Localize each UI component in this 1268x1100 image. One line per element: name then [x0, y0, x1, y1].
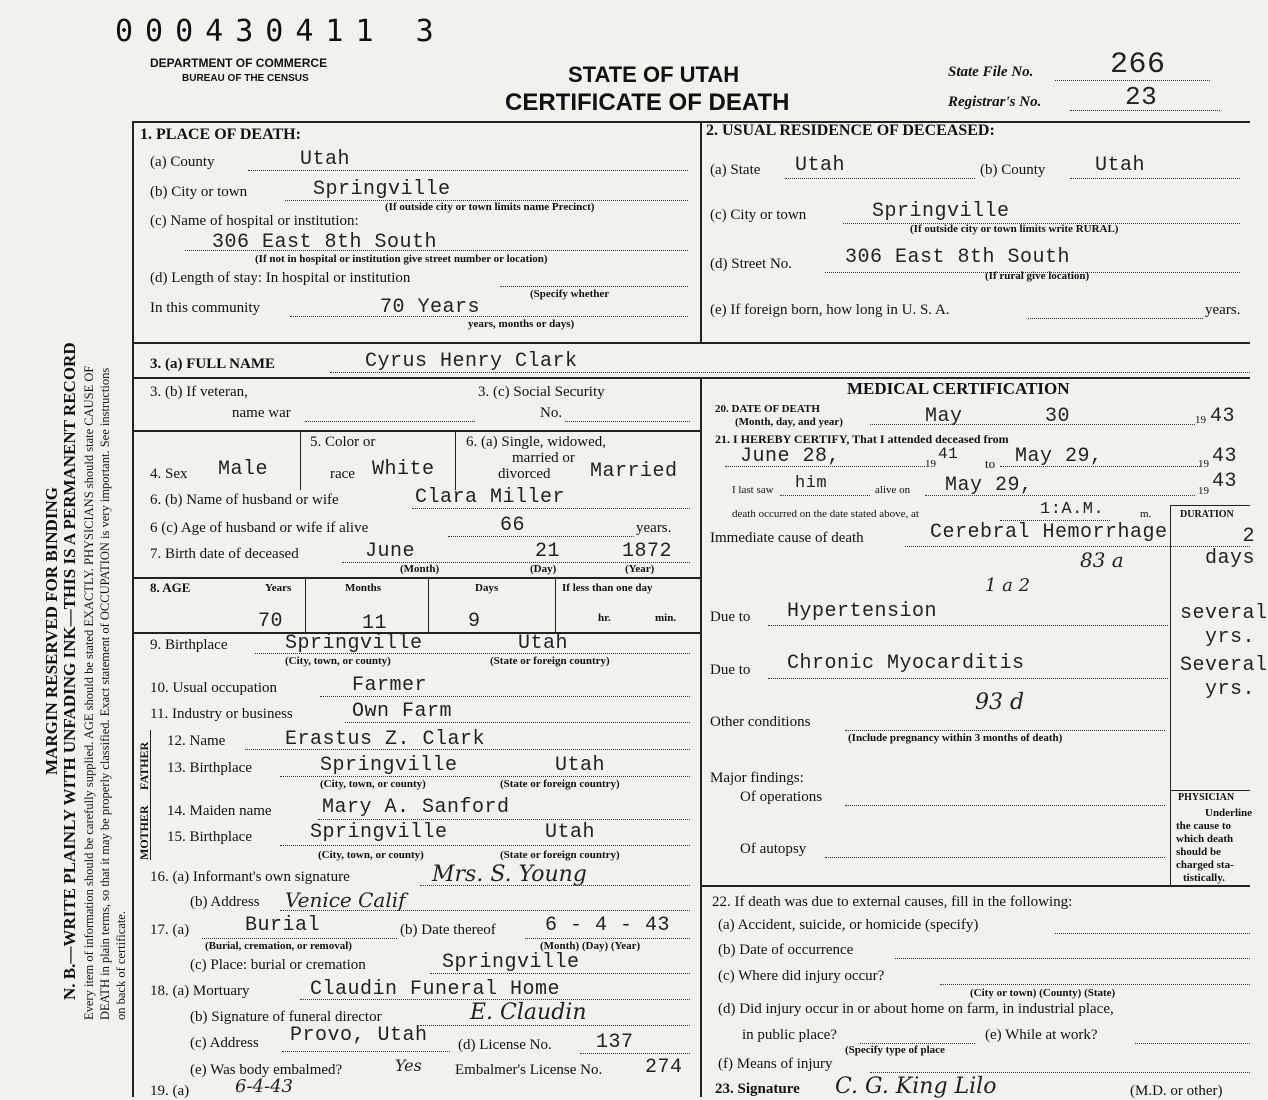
burial-date-value[interactable]: 6 - 4 - 43 [545, 914, 671, 937]
state-file-label: State File No. [948, 64, 1034, 80]
birth-year[interactable]: 1872 [622, 540, 673, 563]
external-d2: in public place? [742, 1027, 837, 1043]
due2-value[interactable]: Chronic Myocarditis [787, 652, 1025, 675]
to-year-prefix: 19 [1198, 458, 1209, 470]
alive-year[interactable]: 43 [1212, 470, 1238, 493]
spouse-age-value[interactable]: 66 [500, 514, 526, 537]
mortuary-value[interactable]: Claudin Funeral Home [310, 978, 561, 1001]
spouse-label: 6. (b) Name of husband or wife [150, 492, 339, 508]
burial-date-note: (Month) (Day) (Year) [540, 940, 641, 952]
physician-note-2: the cause to [1176, 820, 1231, 832]
m-label: m. [1140, 508, 1152, 520]
physician-note-3: which death [1176, 833, 1234, 845]
director-label: (b) Signature of funeral director [190, 1009, 382, 1025]
major-findings-label: Major findings: [710, 770, 804, 786]
attended-from-date[interactable]: June 28, [740, 445, 841, 468]
margin-instruction-2: DEATH in plain terms, so that it may be properly classified. Exact statement of OCCUPATION is very important. See instructions [98, 367, 112, 1020]
community-note: years, months or days) [468, 318, 575, 330]
lastsaw-value[interactable]: him [795, 474, 828, 493]
mother-birthplace-label: 15. Birthplace [167, 829, 252, 845]
external-a: (a) Accident, suicide, or homicide (specify) [718, 917, 979, 933]
mother-name-label: 14. Maiden name [167, 803, 272, 819]
license-value[interactable]: 137 [596, 1031, 634, 1054]
place-of-death-heading: 1. PLACE OF DEATH: [140, 126, 301, 143]
race-label: race [330, 466, 355, 482]
death-date-label: 20. DATE OF DEATH [715, 403, 820, 415]
embalmer-value[interactable]: 274 [645, 1056, 683, 1079]
age-days-label: Days [475, 582, 499, 594]
age-hr-label: hr. [598, 612, 611, 624]
physician-signature[interactable]: C. G. King Lilo [835, 1074, 997, 1099]
birthplace-city[interactable]: Springville [285, 632, 423, 655]
res-foreign-suffix: years. [1205, 302, 1241, 318]
mother-tag: MOTHER [137, 805, 151, 860]
res-street-value[interactable]: 306 East 8th South [845, 246, 1071, 269]
mother-birth-city[interactable]: Springville [310, 821, 448, 844]
industry-value[interactable]: Own Farm [352, 700, 453, 723]
external-d2-note: (Specify type of place [845, 1044, 945, 1056]
age-min-label: min. [655, 612, 677, 624]
registrar-number: 23 [1125, 82, 1158, 112]
burial-value[interactable]: Burial [245, 914, 321, 937]
specify-note: (Specify whether [530, 288, 610, 300]
mother-birth-state[interactable]: Utah [545, 821, 596, 844]
res-state-label: (a) State [710, 162, 761, 178]
embalmer-label: Embalmer's License No. [455, 1062, 603, 1078]
occurred-label: death occurred on the date stated above, at [732, 508, 919, 520]
registrar-label: Registrar's No. [948, 94, 1042, 110]
community-value[interactable]: 70 Years [380, 296, 481, 319]
spouse-age-label: 6 (c) Age of husband or wife if alive [150, 520, 369, 536]
father-city-note: (City, town, or county) [320, 778, 426, 790]
embalmed-label: (e) Was body embalmed? [190, 1062, 343, 1078]
physician-note-5: charged sta- [1176, 859, 1234, 871]
certify-label: 21. I HEREBY CERTIFY, That I attended deceased from [715, 432, 1009, 446]
external-d: (d) Did injury occur in or about home on farm, in industrial place, [718, 1001, 1114, 1017]
age-label: 8. AGE [150, 580, 191, 595]
row19-value[interactable]: 6-4-43 [235, 1076, 293, 1097]
cause-code-2: 1 a 2 [985, 575, 1031, 596]
hospital-label: (c) Name of hospital or institution: [150, 213, 359, 229]
informant-signature[interactable]: Mrs. S. Young [432, 862, 587, 887]
margin-binding-note: MARGIN RESERVED FOR BINDING [42, 487, 61, 775]
state-file-number: 266 [1110, 48, 1166, 82]
external-c-note: (City or town) (County) (State) [970, 987, 1116, 999]
burial-place-label: (c) Place: burial or cremation [190, 957, 366, 973]
due1-label: Due to [710, 609, 751, 625]
res-street-note: (If rural give location) [985, 270, 1090, 282]
birth-date-label: 7. Birth date of deceased [150, 546, 299, 562]
informant-address[interactable]: Venice Calif [285, 888, 406, 912]
to-label: to [985, 456, 996, 471]
marital-label-3: divorced [498, 466, 551, 482]
death-month[interactable]: May [925, 405, 963, 428]
due2-label: Due to [710, 662, 751, 678]
age-months-label: Months [345, 582, 382, 594]
due2-duration[interactable]: Several yrs. [1180, 654, 1268, 701]
hospital-note: (If not in hospital or institution give street number or location) [255, 253, 548, 265]
birthplace-label: 9. Birthplace [150, 637, 228, 653]
birthplace-state[interactable]: Utah [518, 632, 569, 655]
father-name-value[interactable]: Erastus Z. Clark [285, 728, 486, 751]
age-years-label: Years [265, 582, 292, 594]
father-birth-state[interactable]: Utah [555, 754, 606, 777]
death-county-value[interactable]: Utah [300, 148, 351, 171]
medical-heading: MEDICAL CERTIFICATION [847, 379, 1070, 398]
due1-value[interactable]: Hypertension [787, 600, 938, 623]
marital-label: 6. (a) Single, widowed, [466, 434, 606, 450]
mort-address-label: (c) Address [190, 1035, 259, 1051]
lastsaw-label: I last saw [732, 484, 774, 496]
spouse-age-suffix: years. [636, 520, 672, 536]
res-county-value[interactable]: Utah [1095, 154, 1146, 177]
full-name-label: 3. (a) FULL NAME [150, 356, 275, 372]
death-time[interactable]: 1:A.M. [1040, 500, 1105, 519]
father-birthplace-label: 13. Birthplace [167, 760, 252, 776]
death-day[interactable]: 30 [1045, 405, 1071, 428]
birth-year-note: (Year) [625, 563, 655, 575]
external-f: (f) Means of injury [718, 1056, 833, 1072]
informant-sig-label: 16. (a) Informant's own signature [150, 869, 350, 885]
age-months-value[interactable]: 11 [362, 612, 388, 635]
father-state-note: (State or foreign country) [500, 778, 620, 790]
veteran-label-2: name war [232, 405, 291, 421]
occupation-label: 10. Usual occupation [150, 680, 278, 696]
alive-year-prefix: 19 [1198, 485, 1209, 497]
marital-value[interactable]: Married [590, 460, 678, 483]
age-years-value[interactable]: 70 [258, 610, 284, 633]
mother-city-note: (City, town, or county) [318, 849, 424, 861]
death-city-note: (If outside city or town limits name Precinct) [385, 201, 595, 213]
license-label: (d) License No. [458, 1037, 552, 1053]
attended-from-year[interactable]: 41 [938, 445, 959, 463]
community-label: In this community [150, 300, 260, 316]
occupation-value[interactable]: Farmer [352, 674, 428, 697]
autopsy-label: Of autopsy [740, 841, 807, 857]
mort-address-value[interactable]: Provo, Utah [290, 1024, 428, 1047]
death-year-prefix: 19 [1195, 414, 1206, 426]
death-date-label-2: (Month, day, and year) [735, 416, 843, 428]
embalmed-value[interactable]: Yes [395, 1056, 422, 1075]
external-c: (c) Where did injury occur? [718, 968, 885, 984]
industry-label: 11. Industry or business [150, 706, 293, 722]
death-city-label: (b) City or town [150, 184, 248, 200]
burial-date-label: (b) Date thereof [400, 922, 496, 938]
ssn-label-2: No. [540, 405, 563, 421]
physician-note-1: Underline [1205, 807, 1253, 819]
external-heading: 22. If death was due to external causes, fill in the following: [712, 894, 1073, 910]
attended-to-year[interactable]: 43 [1212, 445, 1238, 468]
department-label: DEPARTMENT OF COMMERCE [150, 56, 328, 70]
res-city-value[interactable]: Springville [872, 200, 1010, 223]
row19-label: 19. (a) [150, 1083, 190, 1099]
res-city-label: (c) City or town [710, 207, 807, 223]
immediate-cause-value[interactable]: Cerebral Hemorrhage [930, 521, 1168, 544]
race-value[interactable]: White [372, 458, 435, 481]
state-title: STATE OF UTAH [568, 62, 740, 87]
death-year[interactable]: 43 [1210, 405, 1236, 428]
margin-instruction-3: on back of certificate. [114, 911, 128, 1020]
hospital-value[interactable]: 306 East 8th South [212, 231, 438, 254]
res-street-label: (d) Street No. [710, 256, 793, 272]
death-county-label: (a) County [150, 154, 215, 170]
physician-note-4: should be [1176, 846, 1221, 858]
external-e: (e) While at work? [985, 1027, 1098, 1043]
other-conditions-note: (Include pregnancy within 3 months of death) [848, 732, 1063, 744]
birthplace-city-note: (City, town, or county) [285, 655, 391, 667]
alive-label: alive on [875, 484, 911, 496]
signature-suffix: (M.D. or other) [1130, 1083, 1223, 1099]
birthplace-state-note: (State or foreign country) [490, 655, 610, 667]
spouse-value[interactable]: Clara Miller [415, 486, 566, 509]
ssn-label: 3. (c) Social Security [478, 384, 605, 400]
birth-month-note: (Month) [400, 563, 440, 575]
age-less-label: If less than one day [562, 582, 653, 594]
external-b: (b) Date of occurrence [718, 942, 854, 958]
birth-day-note: (Day) [530, 563, 557, 575]
mother-name-value[interactable]: Mary A. Sanford [322, 796, 510, 819]
margin-permanent-record-note: N. B.—WRITE PLAINLY WITH UNFADING INK—THIS IS A PERMANENT RECORD [60, 342, 79, 1000]
due1-duration[interactable]: several yrs. [1180, 602, 1268, 649]
margin-instruction-1: Every item of information should be carefully supplied. AGE should be stated EXACTLY. PHYSICIANS should state CAUSE OF [82, 365, 96, 1020]
birth-day[interactable]: 21 [535, 540, 561, 563]
physician-note-6: tistically. [1183, 872, 1225, 884]
res-foreign-label: (e) If foreign born, how long in U. S. A. [710, 302, 950, 318]
sex-label: 4. Sex [150, 466, 188, 482]
burial-place-value[interactable]: Springville [442, 951, 580, 974]
cause-code-1: 83 a [1080, 548, 1124, 572]
marital-label-2: married or [512, 450, 575, 466]
burial-note: (Burial, cremation, or removal) [205, 940, 352, 952]
birth-month[interactable]: June [365, 540, 416, 563]
father-name-label: 12. Name [167, 733, 226, 749]
informant-address-label: (b) Address [190, 894, 260, 910]
director-signature[interactable]: E. Claudin [470, 1000, 587, 1025]
mortuary-label: 18. (a) Mortuary [150, 983, 250, 999]
burial-label: 17. (a) [150, 922, 190, 938]
attended-to-date[interactable]: May 29, [1015, 445, 1103, 468]
sex-value[interactable]: Male [218, 458, 269, 481]
cause-code-3: 93 d [975, 690, 1025, 715]
age-days-value[interactable]: 9 [468, 610, 481, 633]
color-label: 5. Color or [310, 434, 376, 450]
mother-state-note: (State or foreign country) [500, 849, 620, 861]
immediate-duration[interactable]: 2 days [1204, 525, 1255, 570]
operations-label: Of operations [740, 789, 823, 805]
immediate-cause-label: Immediate cause of death [710, 530, 864, 546]
veteran-label: 3. (b) If veteran, [150, 384, 248, 400]
bureau-label: BUREAU OF THE CENSUS [182, 73, 309, 84]
from-year-prefix: 19 [925, 458, 936, 470]
residence-heading: 2. USUAL RESIDENCE OF DECEASED: [706, 122, 995, 139]
stay-label: (d) Length of stay: In hospital or institution [150, 270, 411, 286]
signature-label: 23. Signature [715, 1081, 800, 1097]
res-city-note: (If outside city or town limits write RURAL) [910, 223, 1119, 235]
father-birth-city[interactable]: Springville [320, 754, 458, 777]
page-title: CERTIFICATE OF DEATH [505, 89, 790, 116]
res-state-value[interactable]: Utah [795, 154, 846, 177]
duration-label: DURATION [1180, 509, 1234, 520]
alive-date[interactable]: May 29, [945, 474, 1033, 497]
father-tag: FATHER [137, 741, 151, 790]
serial-number: 000430411 3 [115, 14, 446, 49]
physician-head: PHYSICIAN [1178, 792, 1235, 803]
full-name-value[interactable]: Cyrus Henry Clark [365, 350, 578, 373]
death-city-value[interactable]: Springville [313, 178, 451, 201]
other-conditions-label: Other conditions [710, 714, 811, 730]
res-county-label: (b) County [980, 162, 1046, 178]
